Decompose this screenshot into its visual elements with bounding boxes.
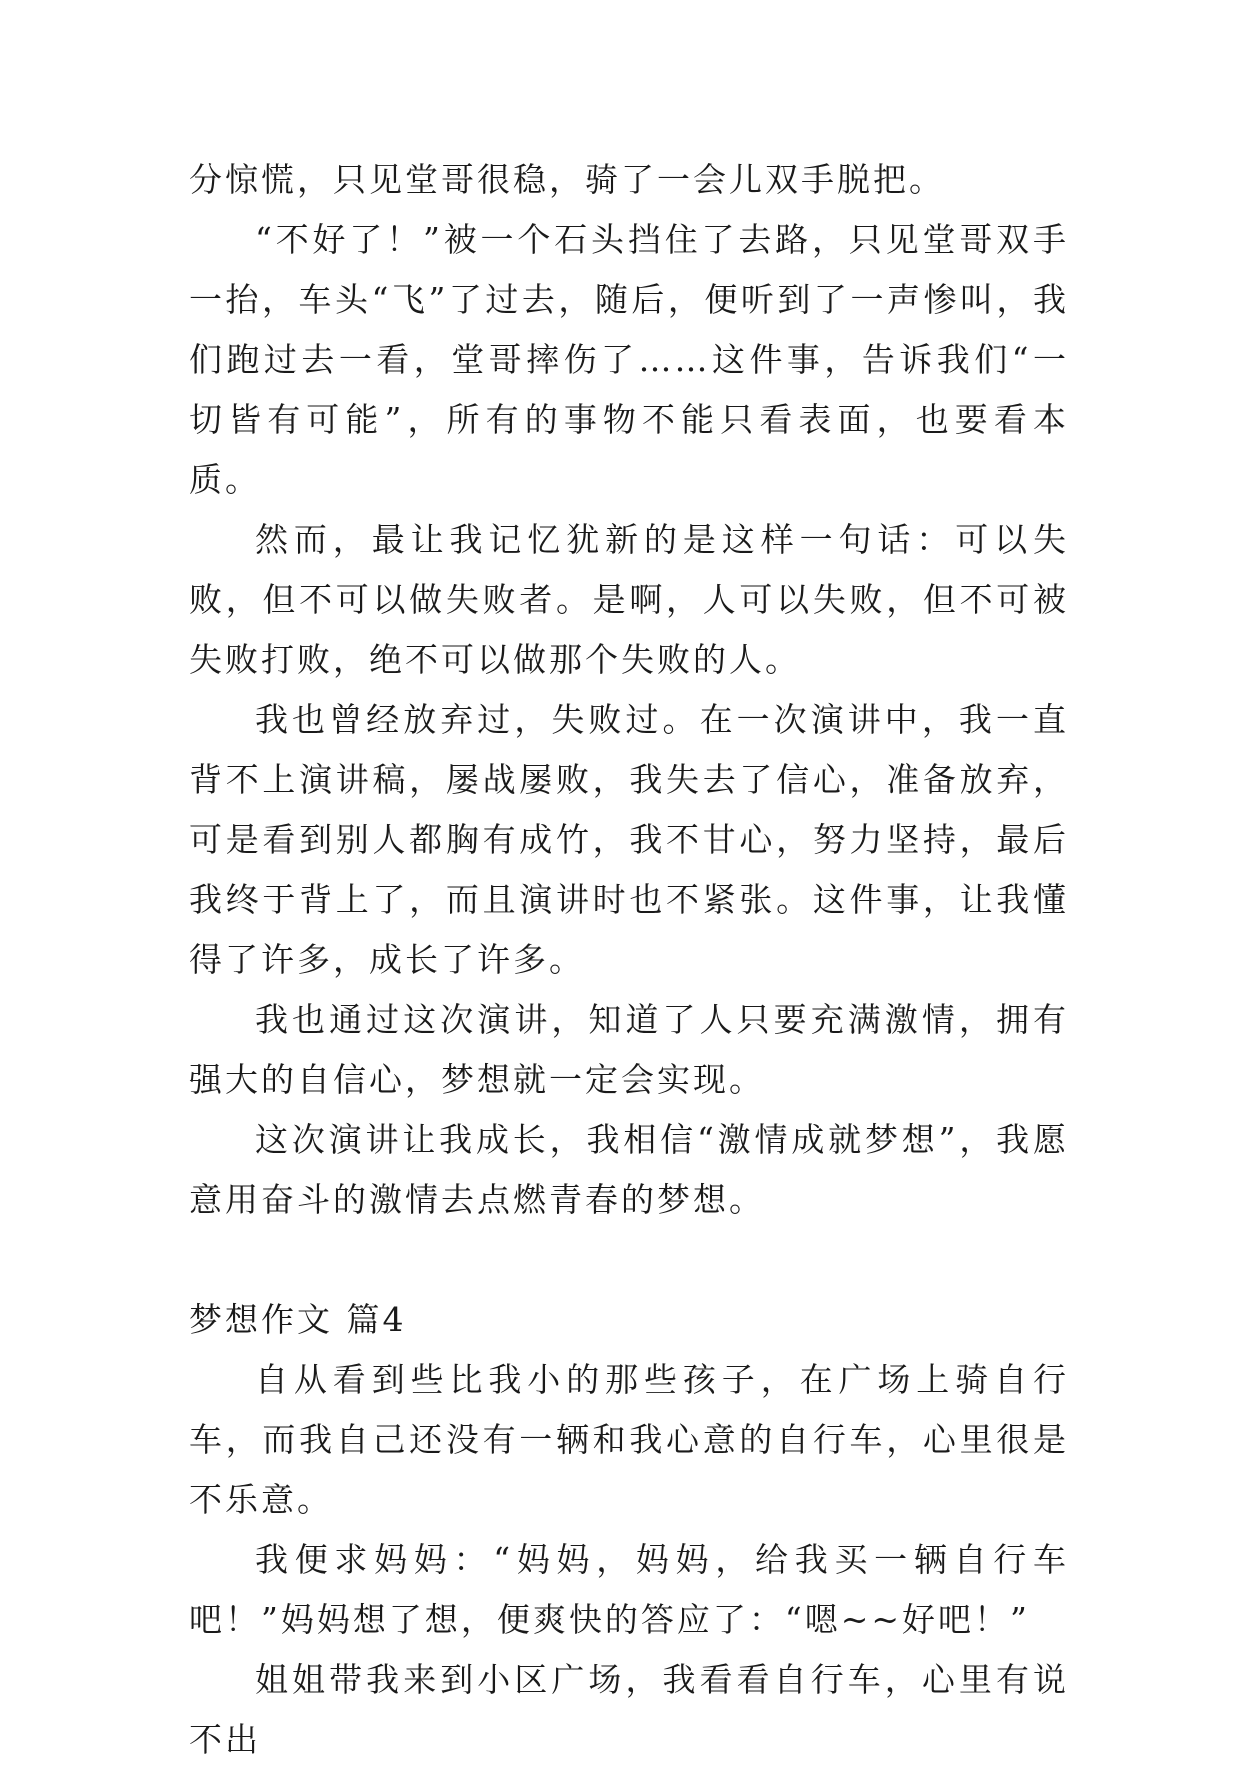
paragraph-1: 分惊慌，只见堂哥很稳，骑了一会儿双手脱把。 <box>189 160 945 199</box>
paragraph-3: 然而，最让我记忆犹新的是这样一句话：可以失败，但不可以做失败者。是啊，人可以失败，但不可被失败打败，绝不可以做那个失败的人。 <box>189 520 1069 679</box>
paragraph-7: 自从看到些比我小的那些孩子，在广场上骑自行车，而我自己还没有一辆和我心意的自行车，心里很是不乐意。 <box>189 1360 1069 1519</box>
section-heading: 梦想作文 篇4 <box>189 1300 407 1339</box>
paragraph-4: 我也曾经放弃过，失败过。在一次演讲中，我一直背不上演讲稿，屡战屡败，我失去了信心，准备放弃，可是看到别人都胸有成竹，我不甘心，努力坚持，最后我终于背上了，而且演讲时也不紧张。这件事，让我懂得了许多，成长了许多。 <box>189 700 1069 979</box>
paragraph-5: 我也通过这次演讲，知道了人只要充满激情，拥有强大的自信心，梦想就一定会实现。 <box>189 1000 1069 1099</box>
document-body <box>189 150 1069 1770</box>
paragraph-2: “不好了！”被一个石头挡住了去路，只见堂哥双手一抬，车头“飞”了过去，随后，便听到了一声惨叫，我们跑过去一看，堂哥摔伤了……这件事，告诉我们“一切皆有可能”，所有的事物不能只看表面，也要看本质。 <box>189 220 1069 499</box>
paragraph-9: 姐姐带我来到小区广场，我看看自行车，心里有说不出 <box>189 1660 1069 1759</box>
paragraph-6: 这次演讲让我成长，我相信“激情成就梦想”，我愿意用奋斗的激情去点燃青春的梦想。 <box>189 1120 1069 1219</box>
paragraph-8: 我便求妈妈：“妈妈，妈妈，给我买一辆自行车吧！”妈妈想了想，便爽快的答应了：“嗯~~好吧！” <box>189 1540 1069 1639</box>
